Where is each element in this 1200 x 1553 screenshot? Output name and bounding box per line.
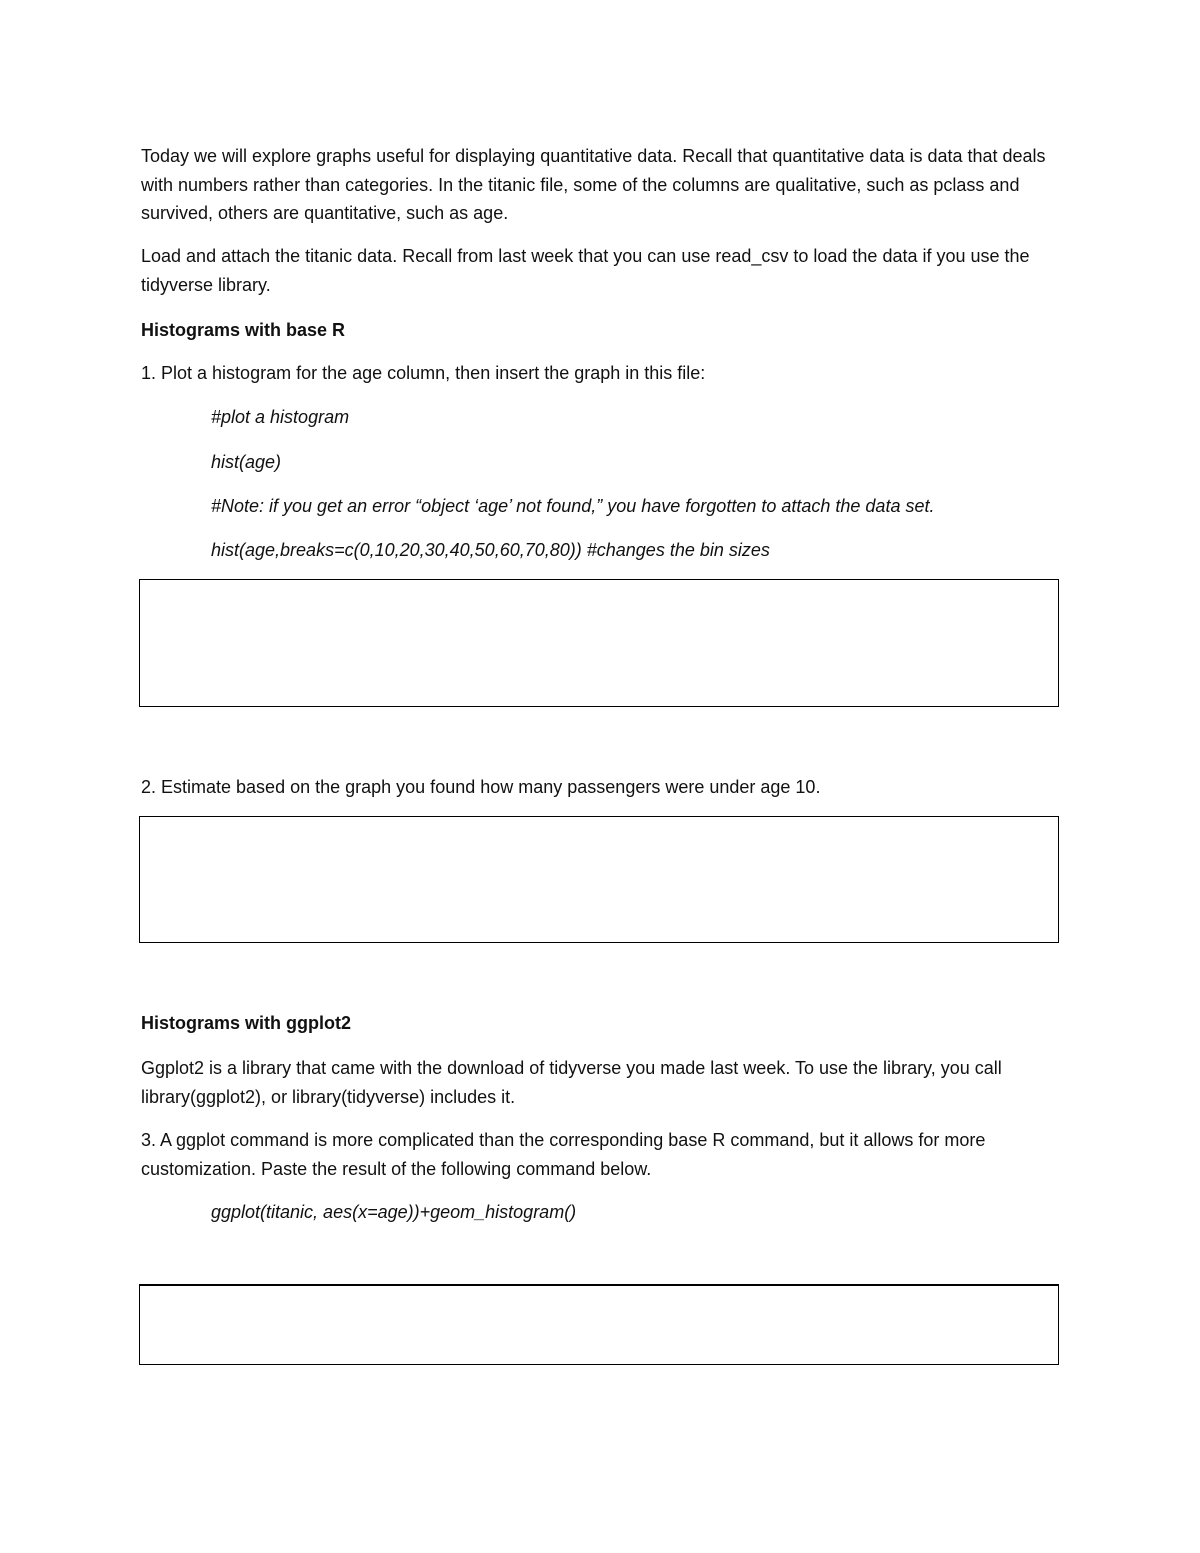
answer-box-2[interactable]	[139, 816, 1059, 943]
code-line-hist: hist(age)	[211, 452, 282, 472]
section-heading-base-r: Histograms with base R	[141, 320, 346, 340]
question-3: 3. A ggplot command is more complicated than the corresponding base R command, but it allows for more customization. Paste the result of the following command below.	[141, 1130, 986, 1179]
intro-paragraph: Today we will explore graphs useful for displaying quantitative data. Recall that quantitative data is data that deals with numbers rather than categories. In the titanic file, some of the columns are qualitative, such as pclass and survived, others are quantitative, such as age.	[141, 146, 1046, 223]
code-line-hist-breaks: hist(age,breaks=c(0,10,20,30,40,50,60,70,80)) #changes the bin sizes	[211, 540, 770, 560]
question-1: 1. Plot a histogram for the age column, then insert the graph in this file:	[141, 363, 706, 383]
answer-box-1[interactable]	[139, 579, 1059, 707]
section-heading-ggplot2: Histograms with ggplot2	[141, 1013, 352, 1033]
load-data-paragraph: Load and attach the titanic data. Recall from last week that you can use read_csv to load the data if you use the tidyverse library.	[141, 246, 1030, 295]
ggplot2-intro-paragraph: Ggplot2 is a library that came with the download of tidyverse you made last week. To use the library, you call library(ggplot2), or library(tidyverse) includes it.	[141, 1058, 1002, 1107]
code-line-note: #Note: if you get an error “object ‘age’ not found,” you have forgotten to attach the data set.	[211, 496, 935, 516]
question-2: 2. Estimate based on the graph you found how many passengers were under age 10.	[141, 777, 821, 797]
code-line-comment: #plot a histogram	[211, 407, 350, 427]
code-line-ggplot: ggplot(titanic, aes(x=age))+geom_histogram()	[211, 1202, 577, 1222]
answer-box-3[interactable]	[139, 1284, 1059, 1365]
